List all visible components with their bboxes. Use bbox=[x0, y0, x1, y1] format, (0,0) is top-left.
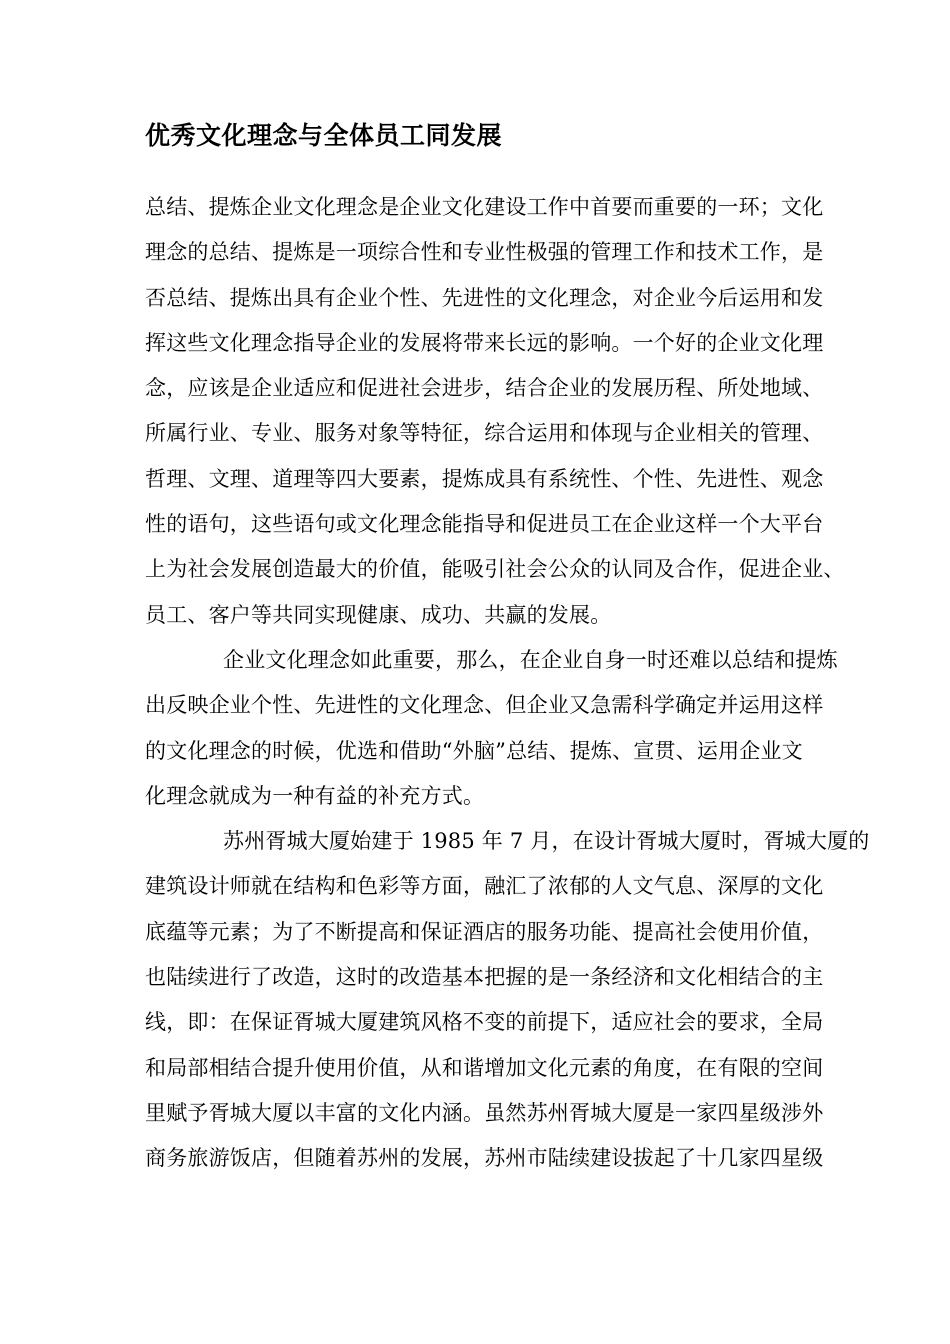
text-line: 出反映企业个性、先进性的文化理念、但企业又急需科学确定并运用这样 bbox=[145, 693, 824, 718]
text-line-paragraph-start: 企业文化理念如此重要，那么，在企业自身一时还难以总结和提炼 bbox=[223, 647, 838, 672]
text-line: 建筑设计师就在结构和色彩等方面，融汇了浓郁的人文气息、深厚的文化 bbox=[145, 874, 824, 899]
text-line: 挥这些文化理念指导企业的发展将带来长远的影响。一个好的企业文化理 bbox=[145, 330, 824, 355]
text-line: 总结、提炼企业文化理念是企业文化建设工作中首要而重要的一环；文化 bbox=[145, 195, 824, 219]
text-line: 化理念就成为一种有益的补充方式。 bbox=[145, 783, 485, 808]
text-line: 的文化理念的时候，优选和借助“外脑”总结、提炼、宣贯、运用企业文 bbox=[145, 738, 803, 763]
text-line: 上为社会发展创造最大的价值，能吸引社会公众的认同及合作，促进企业、 bbox=[145, 557, 845, 582]
text-line: 里赋予胥城大厦以丰富的文化内涵。虽然苏州胥城大厦是一家四星级涉外 bbox=[145, 1100, 824, 1125]
text-line: 线，即：在保证胥城大厦建筑风格不变的前提下，适应社会的要求，全局 bbox=[145, 1010, 824, 1035]
text-line: 否总结、提炼出具有企业个性、先进性的文化理念，对企业今后运用和发 bbox=[145, 285, 824, 310]
text-line: 和局部相结合提升使用价值，从和谐增加文化元素的角度，在有限的空间 bbox=[145, 1055, 824, 1080]
text-line-paragraph-start: 苏州胥城大厦始建于 1985 年 7 月，在设计胥城大厦时，胥城大厦的 bbox=[223, 829, 870, 854]
text-line: 商务旅游饭店，但随着苏州的发展，苏州市陆续建设拔起了十几家四星级 bbox=[145, 1146, 824, 1171]
text-line: 哲理、文理、道理等四大要素，提炼成具有系统性、个性、先进性、观念 bbox=[145, 466, 824, 491]
text-line: 底蕴等元素；为了不断提高和保证酒店的服务功能、提高社会使用价值， bbox=[145, 919, 824, 944]
text-line: 理念的总结、提炼是一项综合性和专业性极强的管理工作和技术工作，是 bbox=[145, 240, 824, 265]
text-line: 念，应该是企业适应和促进社会进步，结合企业的发展历程、所处地域、 bbox=[145, 376, 824, 401]
text-line: 所属行业、专业、服务对象等特征，综合运用和体现与企业相关的管理、 bbox=[145, 421, 824, 446]
text-line: 员工、客户等共同实现健康、成功、共赢的发展。 bbox=[145, 602, 612, 627]
document-body bbox=[145, 185, 885, 1182]
document-title: 优秀文化理念与全体员工同发展 bbox=[145, 121, 503, 150]
text-line: 性的语句，这些语句或文化理念能指导和促进员工在企业这样一个大平台 bbox=[145, 512, 824, 537]
text-line: 也陆续进行了改造，这时的改造基本把握的是一条经济和文化相结合的主 bbox=[145, 965, 824, 990]
